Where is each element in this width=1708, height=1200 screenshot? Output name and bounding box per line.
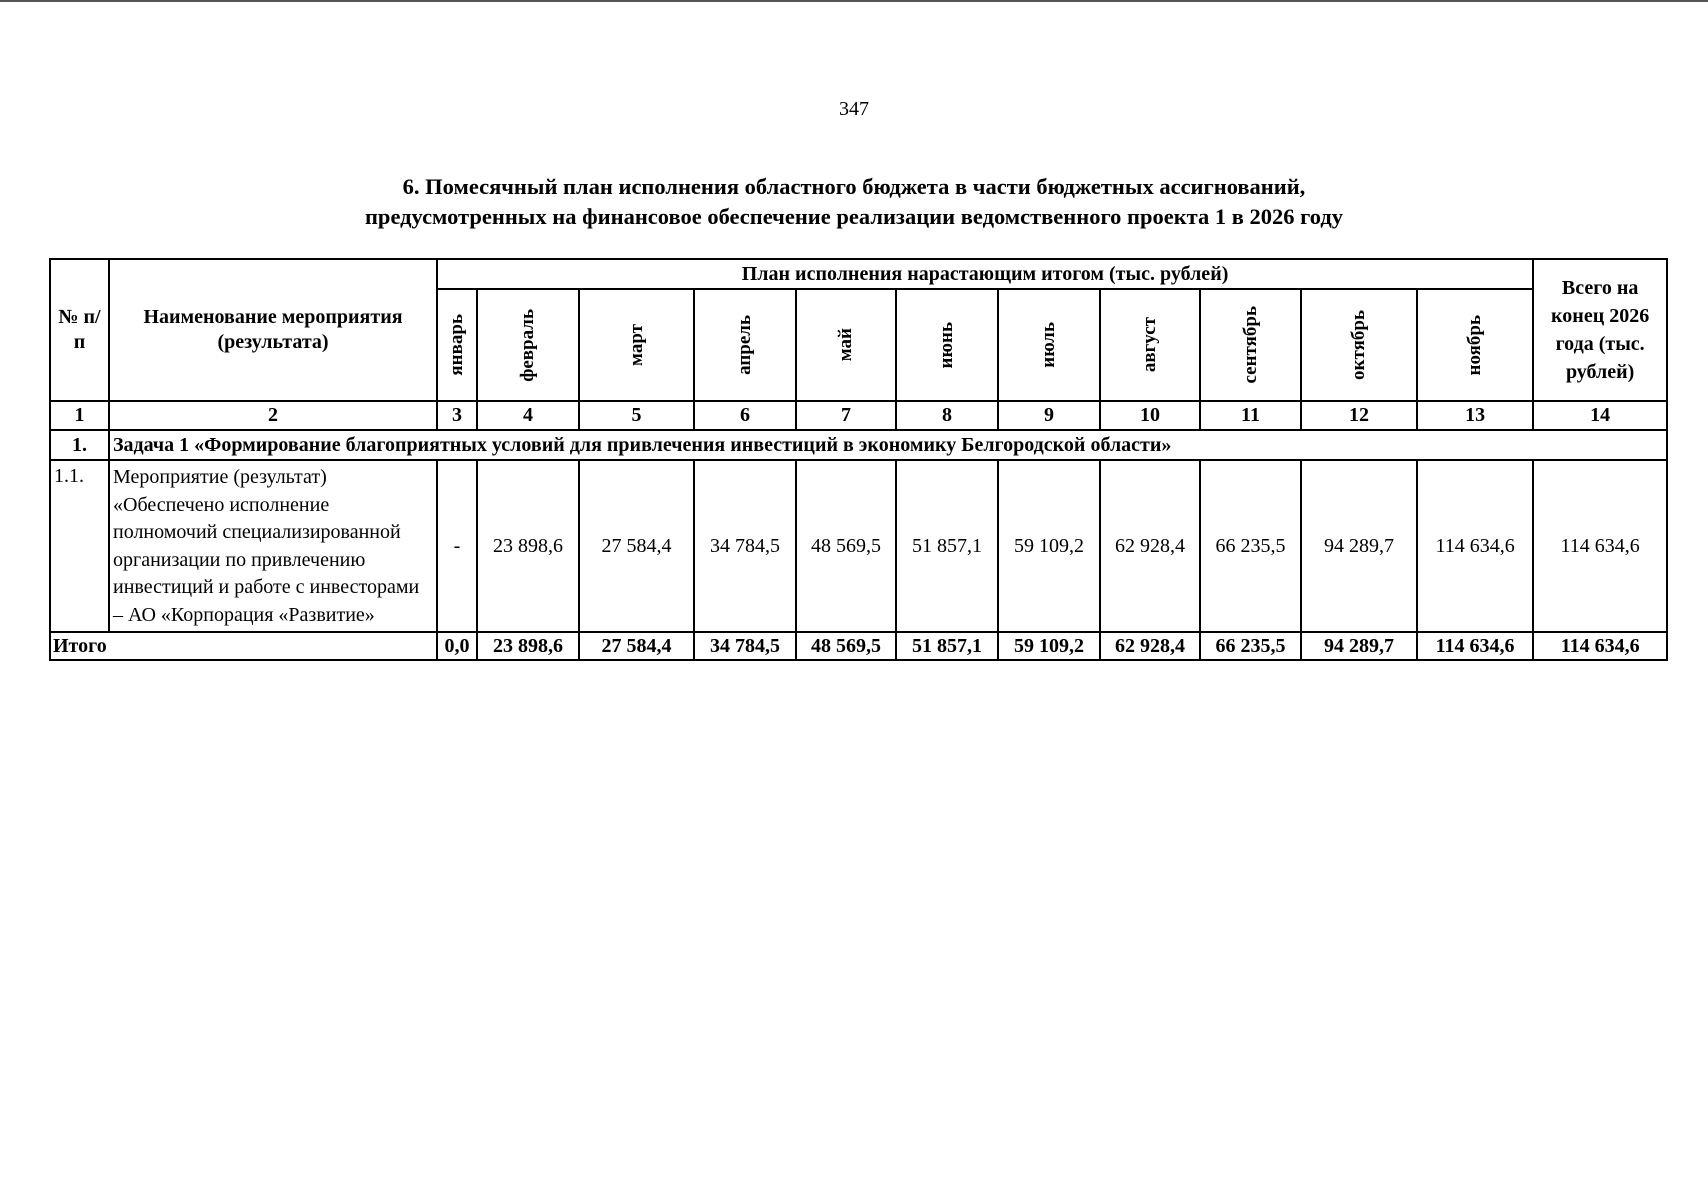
header-row: [50, 259, 1667, 289]
month-header: [896, 289, 998, 401]
document-title-line-1: 6. Помесячный план исполнения областного бюджета в части бюджетных ассигнований,: [402, 174, 1306, 199]
month-value: 94 289,7: [1301, 460, 1417, 632]
month-header: [437, 289, 477, 401]
column-number: 10: [1100, 401, 1200, 430]
month-value: 51 857,1: [896, 460, 998, 632]
year-total-value: 114 634,6: [1533, 460, 1667, 632]
column-number: 11: [1200, 401, 1301, 430]
column-number: 2: [109, 401, 437, 430]
column-number: 12: [1301, 401, 1417, 430]
page-number: 347: [839, 98, 869, 120]
section-row: [50, 430, 1667, 460]
document-title: [0, 172, 1708, 232]
budget-plan-table: [49, 258, 1668, 661]
totals-label: Итого: [50, 632, 437, 660]
total-month-value: 114 634,6: [1417, 632, 1533, 660]
month-header: [579, 289, 694, 401]
total-month-value: 27 584,4: [579, 632, 694, 660]
total-month-value: 62 928,4: [1100, 632, 1200, 660]
month-header: [1200, 289, 1301, 401]
column-number: 8: [896, 401, 998, 430]
total-month-value: 59 109,2: [998, 632, 1100, 660]
month-label: март: [625, 324, 647, 366]
total-month-value: 66 235,5: [1200, 632, 1301, 660]
item-number: 1.1.: [50, 460, 109, 632]
total-month-value: 23 898,6: [477, 632, 579, 660]
total-month-value: 34 784,5: [694, 632, 796, 660]
month-label: август: [1139, 317, 1160, 373]
totals-row: [50, 632, 1667, 660]
section-title: Задача 1 «Формирование благоприятных условий для привлечения инвестиций в экономику Белгородской области»: [109, 430, 1667, 460]
month-value: 27 584,4: [579, 460, 694, 632]
month-label: июнь: [936, 321, 957, 369]
month-label: апрель: [734, 315, 755, 375]
document-title-line-2: предусмотренных на финансовое обеспечение реализации ведомственного проекта 1 в 2026 году: [364, 204, 1344, 229]
month-header: [998, 289, 1100, 401]
total-month-value: 94 289,7: [1301, 632, 1417, 660]
month-label: май: [835, 328, 856, 362]
month-header: [694, 289, 796, 401]
top-rule: [0, 0, 1708, 2]
month-value: 62 928,4: [1100, 460, 1200, 632]
total-month-value: 48 569,5: [796, 632, 896, 660]
column-number: 1: [50, 401, 109, 430]
month-label: февраль: [517, 308, 538, 382]
month-value: 48 569,5: [796, 460, 896, 632]
month-header: [1100, 289, 1200, 401]
column-number: 6: [694, 401, 796, 430]
month-label: январь: [446, 314, 467, 376]
grand-total-value: 114 634,6: [1533, 632, 1667, 660]
item-name: Мероприятие (результат) «Обеспечено исполнение полномочий специализированной организации по привлечению инвестиций и работе с инвесторами – АО «Корпорация «Развитие»: [109, 460, 437, 632]
month-value: 66 235,5: [1200, 460, 1301, 632]
month-value: 114 634,6: [1417, 460, 1533, 632]
month-value: -: [437, 460, 477, 632]
month-label: октябрь: [1348, 310, 1369, 380]
section-number: 1.: [50, 430, 109, 460]
month-label: ноябрь: [1464, 314, 1486, 376]
column-number: 5: [579, 401, 694, 430]
column-number: 4: [477, 401, 579, 430]
total-month-value: 0,0: [437, 632, 477, 660]
total-month-value: 51 857,1: [896, 632, 998, 660]
header-total: Всего на конец 2026 года (тыс. рублей): [1533, 259, 1667, 401]
column-number: 13: [1417, 401, 1533, 430]
header-num: № п/п: [50, 259, 109, 401]
month-label: июль: [1038, 322, 1059, 368]
column-number: 3: [437, 401, 477, 430]
header-name: Наименование мероприятия (результата): [109, 259, 437, 401]
column-number: 7: [796, 401, 896, 430]
month-value: 34 784,5: [694, 460, 796, 632]
column-number: 9: [998, 401, 1100, 430]
header-plan: План исполнения нарастающим итогом (тыс. рублей): [437, 259, 1533, 289]
column-number-row: [50, 401, 1667, 430]
month-value: 23 898,6: [477, 460, 579, 632]
month-header: [1417, 289, 1533, 401]
month-label: сентябрь: [1239, 306, 1261, 384]
month-header: [1301, 289, 1417, 401]
month-value: 59 109,2: [998, 460, 1100, 632]
column-number: 14: [1533, 401, 1667, 430]
table-row: [50, 460, 1667, 632]
month-header: [796, 289, 896, 401]
month-header: [477, 289, 579, 401]
